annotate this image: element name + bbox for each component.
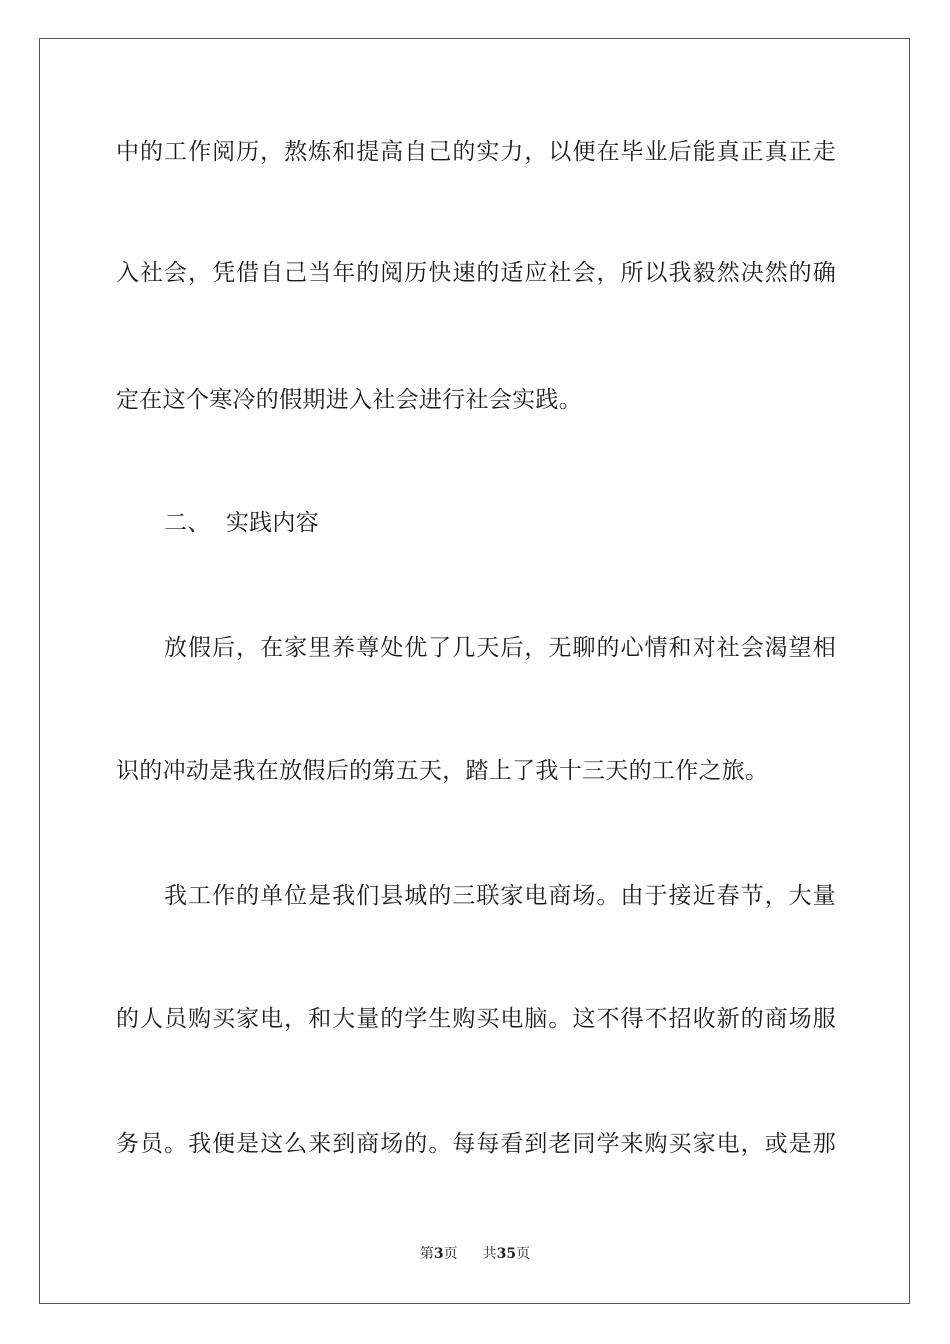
current-page-number: 3 [433, 1246, 444, 1262]
body-line-9: 务员。我便是这么来到商场的。每每看到老同学来购买家电，或是那 [116, 1131, 836, 1157]
total-prefix: 共 [482, 1246, 497, 1262]
page-border [39, 38, 910, 1304]
section-heading: 二、 实践内容 [164, 510, 320, 536]
page-suffix: 页 [443, 1246, 458, 1262]
body-line-5: 放假后，在家里养尊处优了几天后，无聊的心情和对社会渴望相 [164, 635, 836, 661]
body-line-3: 定在这个寒冷的假期进入社会进行社会实践。 [116, 387, 582, 413]
total-pages-number: 35 [496, 1246, 517, 1262]
total-suffix: 页 [516, 1246, 531, 1262]
body-line-7: 我工作的单位是我们县城的三联家电商场。由于接近春节，大量 [164, 883, 836, 909]
body-line-1: 中的工作阅历，熬炼和提高自己的实力，以便在毕业后能真正真正走 [116, 139, 836, 165]
body-line-2: 入社会，凭借自己当年的阅历快速的适应社会，所以我毅然决然的确 [116, 260, 836, 286]
body-line-8: 的人员购买家电，和大量的学生购买电脑。这不得不招收新的商场服 [116, 1006, 836, 1032]
page-prefix: 第 [419, 1246, 434, 1262]
page-footer [0, 1244, 950, 1264]
body-line-6: 识的冲动是我在放假后的第五天，踏上了我十三天的工作之旅。 [116, 758, 769, 784]
